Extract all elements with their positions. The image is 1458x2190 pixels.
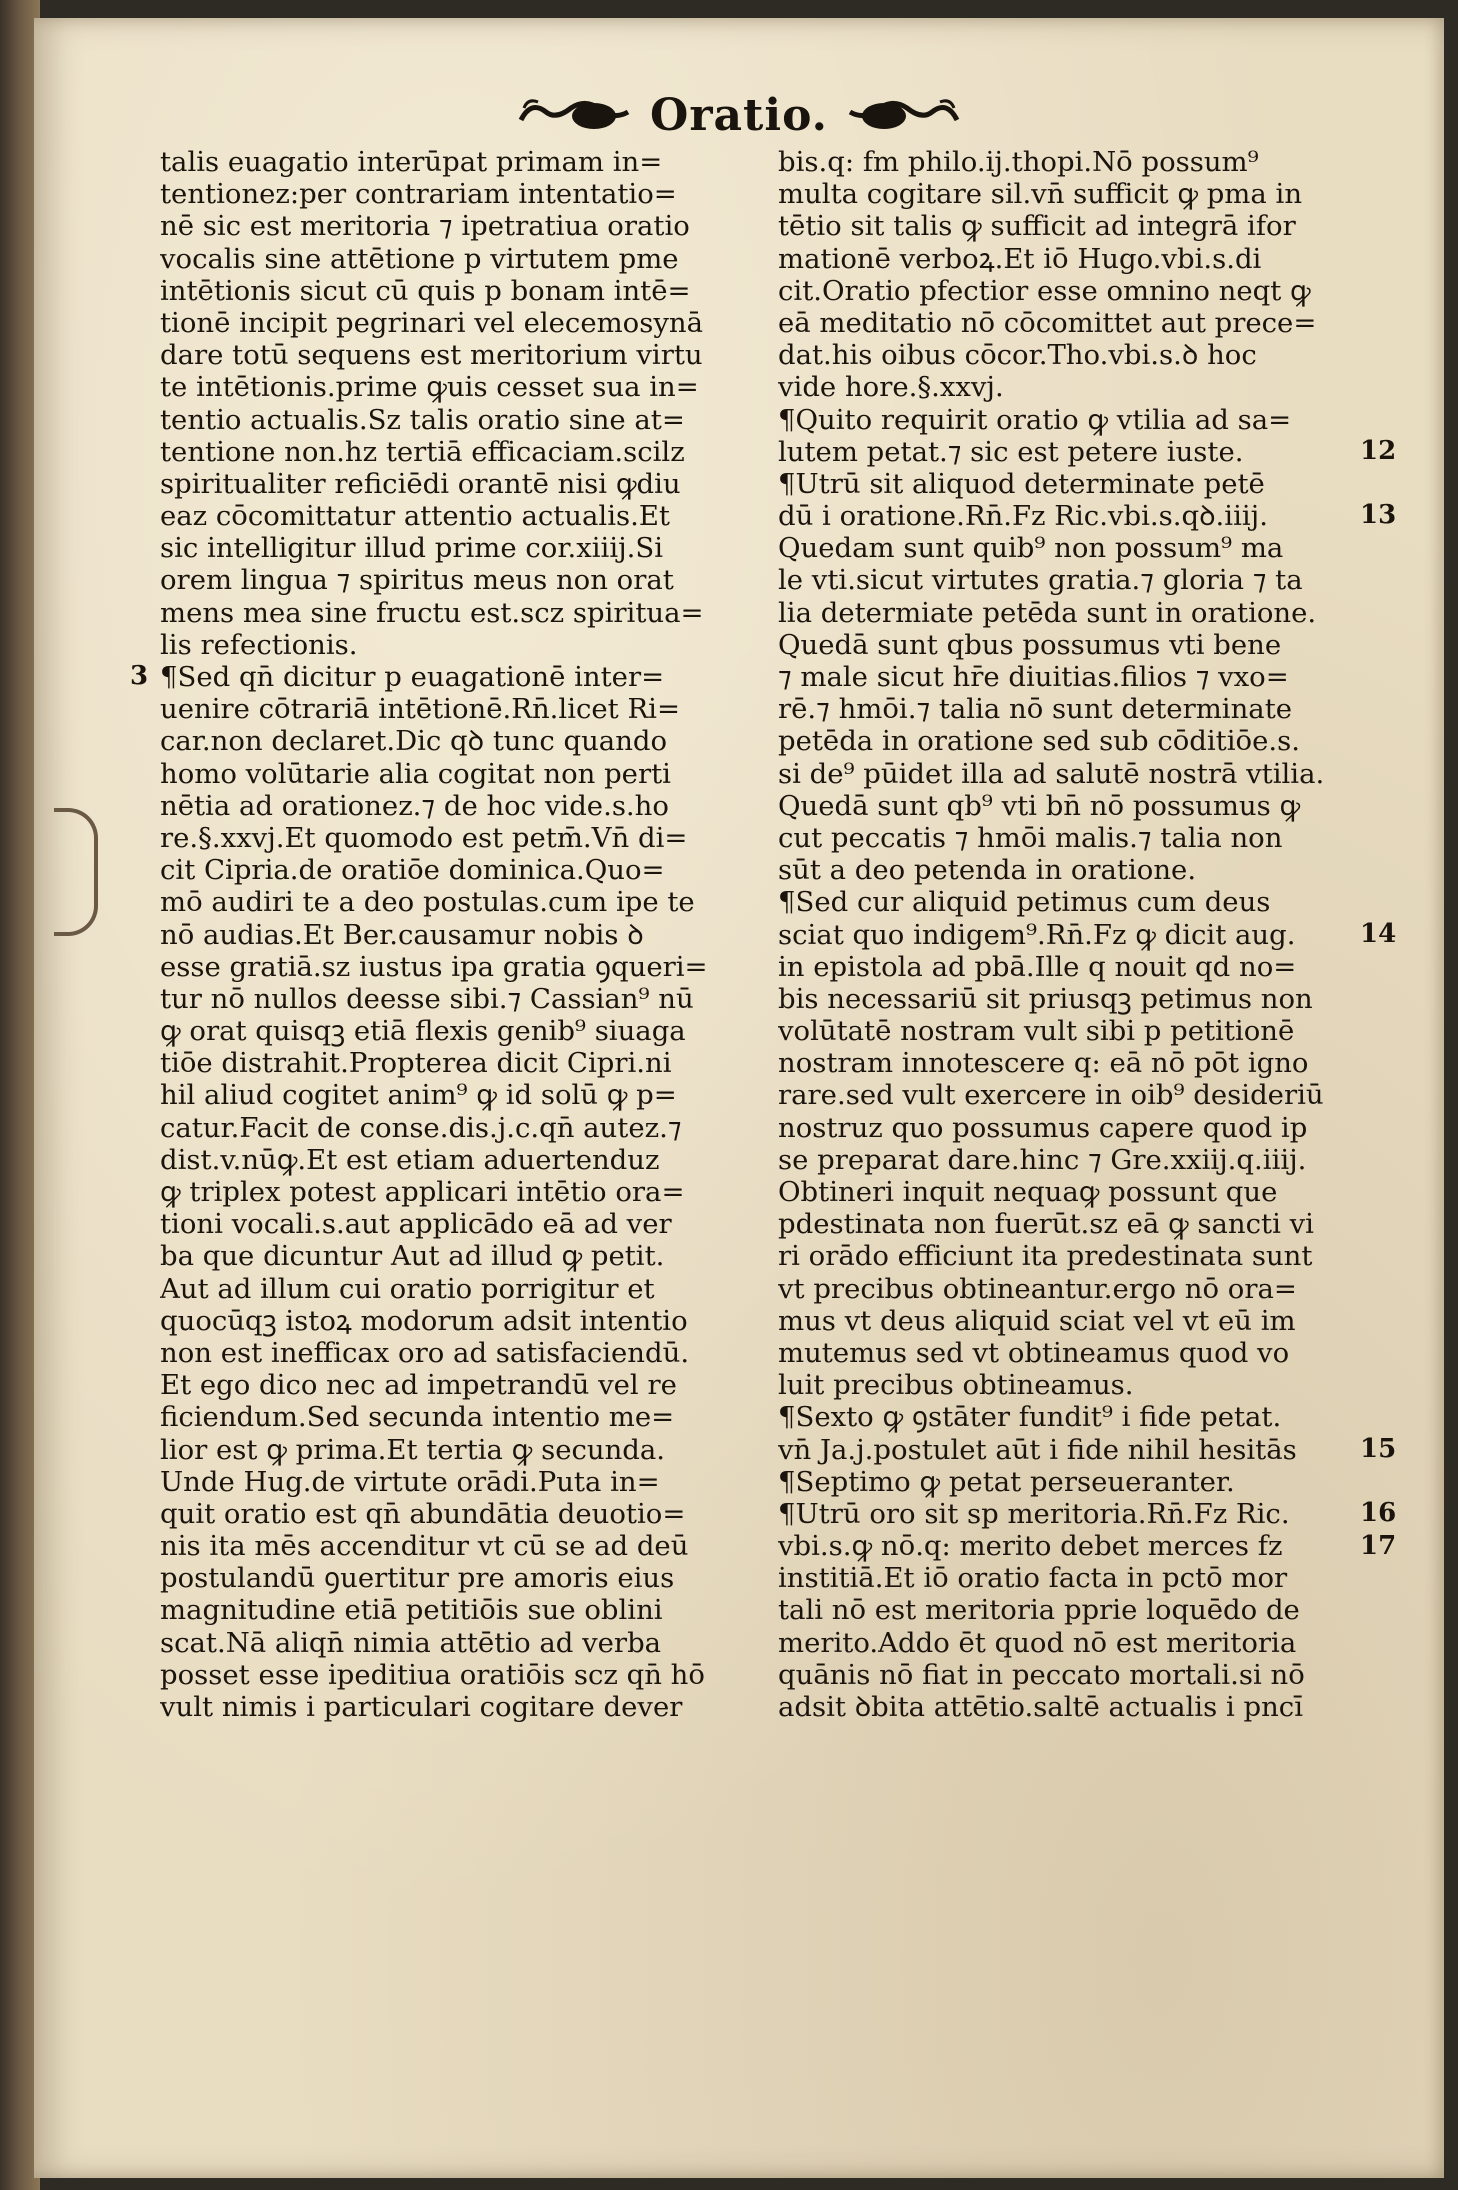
text-line: sciat quo indigem⁹.Rn̄.Fz ꝙ dicit aug.: [778, 918, 1296, 951]
text-line: vt precibus obtineantur.ergo nō ora=: [778, 1272, 1297, 1305]
book-page: [34, 18, 1444, 2178]
running-header: [34, 80, 1444, 150]
text-line: quit oratio est qn̄ abundātia deuotio=: [160, 1497, 686, 1530]
text-line: vbi.s.ꝙ nō.q: merito debet merces fz: [778, 1530, 1283, 1563]
text-line: Quedā sunt qb⁹ vti bn̄ nō possumus ꝙ: [778, 789, 1301, 822]
text-line: uenire cōtrariā intētionē.Rn̄.licet Ri=: [160, 693, 681, 726]
text-line: bis necessariū sit priusqꝫ petimus non: [778, 982, 1313, 1015]
text-line: cut peccatis ⁊ hmōi malis.⁊ talia non: [778, 821, 1283, 854]
text-line: dist.v.nūꝙ.Et est etiam aduertenduz: [160, 1143, 660, 1176]
text-line: tionē incipit pegrinari vel elecemosynā: [160, 306, 703, 339]
text-line: homo volūtarie alia cogitat non perti: [160, 757, 671, 790]
text-line: merito.Addo ēt quod nō est meritoria: [778, 1626, 1297, 1659]
text-line: rare.sed vult exercere in oib⁹ desideriū: [778, 1079, 1324, 1112]
text-line: petēda in oratione sed sub cōditiōe.s.: [778, 725, 1300, 758]
text-line: se preparat dare.hinc ⁊ Gre.xxiij.q.iiij.: [778, 1143, 1307, 1176]
text-line: mō audiri te a deo postulas.cum ipe te: [160, 886, 695, 919]
text-line: orem lingua ⁊ spiritus meus non orat: [160, 564, 674, 597]
text-line: tiōe distrahit.Propterea dicit Cipri.ni: [160, 1047, 672, 1080]
text-line: esse gratiā.sz iustus ipa gratia ꝯqueri=: [160, 950, 708, 983]
text-line: tur nō nullos deesse sibi.⁊ Cassian⁹ nū: [160, 982, 694, 1015]
text-line: ficiendum.Sed secunda intentio me=: [160, 1401, 675, 1434]
text-line: tentio actualis.Sz talis oratio sine at=: [160, 403, 685, 436]
text-line: ¶Utrū sit aliquod determinate petē: [778, 467, 1265, 500]
text-line: vult nimis i particulari cogitare dever: [160, 1691, 683, 1723]
text-line: nis ita mēs accenditur vt cū se ad deū: [160, 1530, 689, 1563]
text-line: re.§.xxvj.Et quomodo est petm̄.Vn̄ di=: [160, 821, 688, 854]
text-line: luit precibus obtineamus.: [778, 1369, 1134, 1402]
text-line: vn̄ Ja.j.postulet aūt i fide nihil hesitās: [778, 1433, 1297, 1466]
text-line: eā meditatio nō cōcomittet aut prece=: [778, 306, 1317, 339]
binding-clip: [54, 808, 98, 936]
text-line: nostruz quo possumus capere quod ip: [778, 1111, 1308, 1144]
text-line: tioni vocali.s.aut applicādo eā ad ver: [160, 1208, 672, 1241]
text-line: bis.q: fm philo.ij.thopi.Nō possum⁹: [778, 146, 1259, 178]
text-line: mationē verboꝝ.Et iō Hugo.vbi.s.di: [778, 242, 1262, 275]
text-line: scat.Nā aliqn̄ nimia attētio ad verba: [160, 1626, 662, 1659]
text-line: nē sic est meritoria ⁊ ipetratiua oratio: [160, 210, 690, 243]
text-line: cit.Oratio pfectior esse omnino neqt ꝙ: [778, 274, 1311, 307]
text-line: si de⁹ pūidet illa ad salutē nostrā vtilia.: [778, 757, 1325, 790]
margin-number: 17: [1360, 1530, 1397, 1561]
text-line: rē.⁊ hmōi.⁊ talia nō sunt determinate: [778, 693, 1293, 726]
text-line: spiritualiter reficiēdi orantē nisi ꝙdiu: [160, 467, 681, 500]
text-line: mutemus sed vt obtineamus quod vo: [778, 1336, 1290, 1369]
text-line: tentione non.hz tertiā efficaciam.scilz: [160, 435, 685, 468]
margin-number: 16: [1360, 1498, 1397, 1529]
text-line: Obtineri inquit nequaꝙ possunt que: [778, 1176, 1278, 1208]
left-ornament-icon: [516, 90, 636, 140]
text-line: cit Cipria.de oratiōe dominica.Quo=: [160, 854, 665, 887]
text-line: car.non declaret.Dic qꝺ tunc quando: [160, 725, 668, 758]
text-line: quocūqꝫ istoꝝ modorum adsit intentio: [160, 1304, 688, 1337]
right-ornament-icon: [842, 90, 962, 140]
text-line: ¶Quito requirit oratio ꝙ vtilia ad sa=: [778, 403, 1292, 436]
text-line: ri orādo efficiunt ita predestinata sunt: [778, 1240, 1313, 1273]
text-line: le vti.sicut virtutes gratia.⁊ gloria ⁊ ta: [778, 564, 1303, 597]
text-line: nō audias.Et Ber.causamur nobis ꝺ: [160, 918, 644, 951]
margin-number: 12: [1360, 435, 1397, 466]
text-line: sūt a deo petenda in oratione.: [778, 854, 1197, 887]
text-line: nostram innotescere q: eā nō pōt igno: [778, 1047, 1309, 1080]
text-line: institiā.Et iō oratio facta in pctō mor: [778, 1562, 1288, 1595]
text-line: non est inefficax oro ad satisfaciendū.: [160, 1336, 690, 1369]
text-line: Et ego dico nec ad impetrandū vel re: [160, 1369, 677, 1402]
text-line: quānis nō fiat in peccato mortali.si nō: [778, 1658, 1305, 1691]
text-line: vocalis sine attētione p virtutem pme: [160, 242, 679, 275]
text-line: Quedam sunt quib⁹ non possum⁹ ma: [778, 532, 1284, 565]
text-line: ba que dicuntur Aut ad illud ꝙ petit.: [160, 1240, 665, 1273]
text-line: multa cogitare sil.vn̄ sufficit ꝙ pma in: [778, 178, 1303, 211]
text-line: postulandū ꝯuertitur pre amoris eius: [160, 1562, 675, 1595]
text-line: catur.Facit de conse.dis.j.c.qn̄ autez.⁊: [160, 1111, 682, 1144]
text-line: lis refectionis.: [160, 628, 358, 661]
text-line: lia determiate petēda sunt in oratione.: [778, 596, 1317, 629]
text-line: dat.his oibus cōcor.Tho.vbi.s.ꝺ hoc: [778, 339, 1257, 372]
text-line: sic intelligitur illud prime cor.xiiij.Si: [160, 532, 664, 565]
page-title: Oratio.: [650, 89, 828, 141]
right-text-column: [778, 146, 1358, 1723]
text-line: tentionez:per contrariam intentatio=: [160, 178, 677, 211]
text-line: ꝙ triplex potest applicari intētio ora=: [160, 1176, 685, 1208]
text-line: ¶Utrū oro sit sp meritoria.Rn̄.Fz Ric.: [778, 1497, 1290, 1530]
text-line: vide hore.§.xxvj.: [778, 371, 1004, 404]
text-line: lutem petat.⁊ sic est petere iuste.: [778, 435, 1244, 468]
text-line: ¶Sexto ꝙ ꝯstāter fundit⁹ i fide petat.: [778, 1401, 1282, 1434]
text-line: mus vt deus aliquid sciat vel vt eū im: [778, 1304, 1296, 1337]
text-line: Unde Hug.de virtute orādi.Puta in=: [160, 1465, 660, 1498]
text-line: ꝙ orat quisqꝫ etiā flexis genib⁹ siuaga: [160, 1015, 686, 1048]
margin-number: 15: [1360, 1434, 1397, 1464]
text-line: eaz cōcomittatur attentio actualis.Et: [160, 500, 670, 533]
margin-number: 13: [1360, 500, 1397, 531]
text-line: tali nō est meritoria pprie loquēdo de: [778, 1594, 1300, 1627]
left-margin-mark: 3: [130, 661, 149, 692]
text-line: ¶Sed qn̄ dicitur p euagationē inter=: [160, 661, 665, 693]
text-line: dū i oratione.Rn̄.Fz Ric.vbi.s.qꝺ.iiij.: [778, 500, 1268, 533]
text-line: lior est ꝙ prima.Et tertia ꝙ secunda.: [160, 1433, 666, 1466]
text-line: intētionis sicut cū quis p bonam intē=: [160, 274, 691, 307]
text-line: te intētionis.prime ꝙuis cesset sua in=: [160, 371, 699, 404]
text-line: posset esse ipeditiua oratiōis scz qn̄ hō: [160, 1658, 705, 1691]
text-line: mens mea sine fructu est.scz spiritua=: [160, 596, 704, 629]
text-line: pdestinata non fuerūt.sz eā ꝙ sancti vi: [778, 1208, 1314, 1241]
text-line: ¶Sed cur aliquid petimus cum deus: [778, 886, 1271, 919]
text-line: adsit ꝺbita attētio.saltē actualis i pncī: [778, 1691, 1304, 1723]
text-line: Quedā sunt qbus possumus vti bene: [778, 628, 1282, 661]
text-line: magnitudine etiā petitiōis sue oblini: [160, 1594, 663, 1627]
text-line: Aut ad illum cui oratio porrigitur et: [160, 1272, 655, 1305]
text-line: ¶Septimo ꝙ petat perseueranter.: [778, 1465, 1235, 1498]
text-line: hil aliud cogitet anim⁹ ꝙ id solū ꝙ p=: [160, 1079, 677, 1112]
text-line: dare totū sequens est meritorium virtu: [160, 339, 703, 372]
margin-number: 14: [1360, 918, 1397, 949]
text-line: tētio sit talis ꝙ sufficit ad integrā ifor: [778, 210, 1296, 243]
text-line: nētia ad orationez.⁊ de hoc vide.s.ho: [160, 789, 669, 822]
text-line: in epistola ad pbā.Ille q nouit qd no=: [778, 950, 1297, 983]
text-line: volūtatē nostram vult sibi p petitionē: [778, 1015, 1295, 1048]
text-line: talis euagatio interūpat primam in=: [160, 146, 663, 178]
left-text-column: [160, 146, 766, 1723]
text-line: ⁊ male sicut hr̄e diuitias.filios ⁊ vxo=: [778, 661, 1289, 693]
